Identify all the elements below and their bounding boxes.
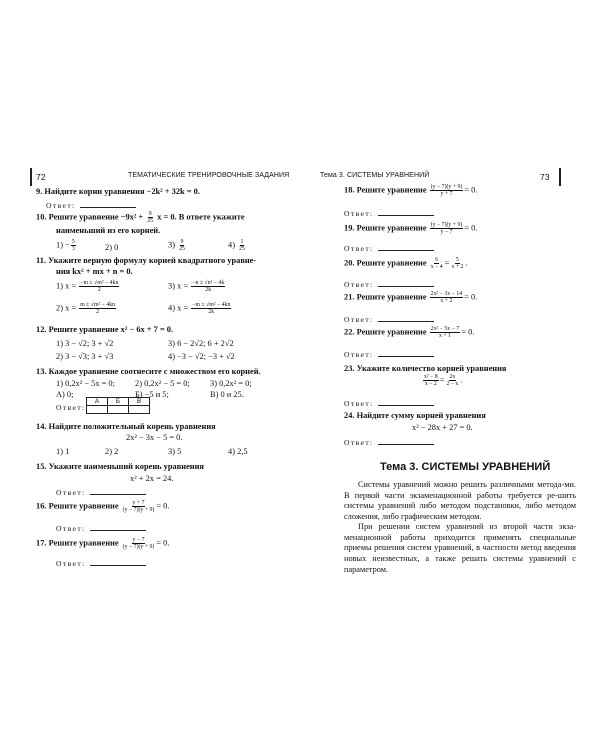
equation-item: 3) 0,2x² = 0; [210, 379, 252, 388]
problem-23: 23. Укажите количество корней уравнения [344, 364, 507, 373]
answer-cell[interactable] [87, 406, 108, 414]
problem-18: 18. Решите уравнение $\frac{(y - 7)(y + 9)}{y + 7}$ = 0. [344, 184, 478, 198]
option: 4) x = $\frac{\text{−m ± √m² − 4kn}}{2k}$ [168, 302, 231, 316]
option: 3) 6 − 2√2; 6 + 2√2 [168, 339, 234, 348]
right-page [300, 0, 600, 750]
answer-line: Ответ: [344, 279, 434, 289]
answer-cell[interactable] [108, 406, 129, 414]
option: 3) 5 [168, 447, 182, 456]
option: 1) − $\frac{5}{3}$ [56, 239, 75, 253]
page-margin-bar [30, 168, 32, 186]
answer-line: Ответ: [344, 208, 434, 218]
answer-label: Ответ: [46, 201, 76, 210]
problem-20: 20. Решите уравнение $\frac{6}{x - 4}$ = $\frac{5}{x + 2}$ . [344, 257, 468, 271]
section-paragraph: При решении систем уравнений из второй части экза-менационной работы приходится применять специальные приемы решения систем уравнений, в частности метод введения новых неизвестных, а также решать системы уравнений с параметром. [344, 522, 576, 574]
answer-label: Ответ: [56, 403, 86, 412]
option: 1) 1 [56, 447, 70, 456]
option: 2) x = $\frac{\text{m ± √m² − 4kn}}{2}$ [56, 302, 116, 316]
answer-field[interactable] [378, 279, 434, 287]
equation: x² + 2x = 24. [130, 474, 174, 483]
answer-line [46, 200, 136, 210]
answer-field[interactable] [90, 558, 146, 566]
answer-field[interactable] [90, 487, 146, 495]
problem-number: 10. [36, 212, 47, 222]
problem-text: ния kx² + mx + n = 0. [56, 267, 133, 276]
option: 4) $\frac{1}{25}$ [228, 239, 245, 253]
problem-text: Решите уравнение −9x² + [48, 212, 144, 222]
answer-line: Ответ: [56, 487, 146, 497]
answer-line: Ответ: [344, 243, 434, 253]
section-title: Тема 3. СИСТЕМЫ УРАВНЕНИЙ [380, 461, 551, 473]
table-header: Б [108, 398, 129, 406]
answer-field[interactable] [80, 200, 136, 208]
option: 2) 2 [105, 447, 119, 456]
equation-item: 1) 0,2x² − 5x = 0; [56, 379, 115, 388]
root-set: В) 0 и 25. [210, 390, 244, 399]
problem-21: 21. Решите уравнение $\frac{\text{2x² − 3x − 14}}{x + 2}$ = 0. [344, 291, 478, 305]
problem-17: 17. Решите уравнение $\frac{y - 7}{(y - 7)(y + 9)}$ = 0. [36, 537, 170, 551]
option: 4) 2,5 [228, 447, 248, 456]
answer-line: Ответ: [56, 558, 146, 568]
running-header: ТЕМАТИЧЕСКИЕ ТРЕНИРОВОЧНЫЕ ЗАДАНИЯ [128, 172, 290, 179]
answer-field[interactable] [378, 208, 434, 216]
option: 2) 3 − √3; 3 + √3 [56, 352, 114, 361]
answer-field[interactable] [378, 398, 434, 406]
answer-line: Ответ: [56, 523, 146, 533]
option: 1) 3 − √2; 3 + √2 [56, 339, 114, 348]
equation: x² − 28x + 27 = 0. [412, 423, 473, 432]
answer-field[interactable] [378, 314, 434, 322]
fraction: $\frac{9}{25}$ [147, 211, 154, 225]
option: 4) −3 − √2; −3 + √2 [168, 352, 235, 361]
running-header: Тема 3. СИСТЕМЫ УРАВНЕНИЙ [320, 172, 430, 179]
problem-12: 12. Решите уравнение x² − 6x + 7 = 0. [36, 325, 174, 334]
problem-22: 22. Решите уравнение $\frac{\text{2x² − 5x − 7}}{x + 1}$ = 0. [344, 326, 475, 340]
equation-item: 2) 0,2x² − 5 = 0; [135, 379, 190, 388]
section-paragraph: Системы уравнений можно решить различными метода-ми. В первой части экзаменационной работы требуется ре-шить системы уравнений либо методом подстановки, либо методом сложения, либо графическим методом. [344, 480, 576, 522]
problem-16: 16. Решите уравнение $\frac{y + 7}{(y - 7)(y + 9)}$ = 0. [36, 500, 170, 514]
answer-field[interactable] [378, 349, 434, 357]
option: 2) 0 [105, 243, 119, 252]
page-number: 72 [36, 172, 46, 182]
answer-line: Ответ: [344, 437, 434, 447]
answer-field[interactable] [90, 523, 146, 531]
problem-text: наименьший из его корней. [56, 226, 161, 235]
root-set: Б) −5 и 5; [135, 390, 169, 399]
option: 1) x = $\frac{\text{−m ± √m² − 4kn}}{2}$ [56, 280, 119, 294]
answer-table [86, 397, 150, 414]
problem-13: 13. Каждое уравнение соотнесите с множеством его корней. [36, 367, 261, 376]
problem-15: 15. Укажите наименьший корень уравнения [36, 462, 204, 471]
answer-field[interactable] [378, 437, 434, 445]
answer-field[interactable] [378, 243, 434, 251]
equation: 2x² − 3x − 5 = 0. [126, 433, 183, 442]
table-header: В [129, 398, 150, 406]
equation: $\frac{\text{x² − 8}}{x - 2}$ = $\frac{2x}{2 - x}$ . [424, 374, 463, 388]
root-set: А) 0; [56, 390, 74, 399]
answer-line: Ответ: [344, 314, 434, 324]
option: 3) $\frac{9}{25}$ [168, 239, 185, 253]
page-number: 73 [540, 172, 550, 182]
problem-19: 19. Решите уравнение $\frac{(y - 7)(y + 9)}{y - 7}$ = 0. [344, 222, 478, 236]
answer-line: Ответ: [344, 398, 434, 408]
problem-text: x = 0. В ответе укажите [157, 212, 245, 222]
problem-14: 14. Найдите положительный корень уравнения [36, 422, 216, 431]
answer-line: Ответ: [344, 349, 434, 359]
problem-10 [36, 211, 245, 224]
page-margin-bar [559, 168, 561, 186]
answer-cell[interactable] [129, 406, 150, 414]
problem-9 [36, 187, 200, 196]
option: 3) x = $\frac{\text{−n ± √n² − 4k}}{2k}$ [168, 280, 225, 294]
problem-11: 11. Укажите верную формулу корней квадратного уравне- [36, 256, 257, 265]
table-header: А [87, 398, 108, 406]
problem-24: 24. Найдите сумму корней уравнения [344, 411, 486, 420]
problem-text: Найдите корни уравнения −2k² + 32k = 0. [44, 187, 200, 196]
problem-number: 9. [36, 187, 43, 196]
